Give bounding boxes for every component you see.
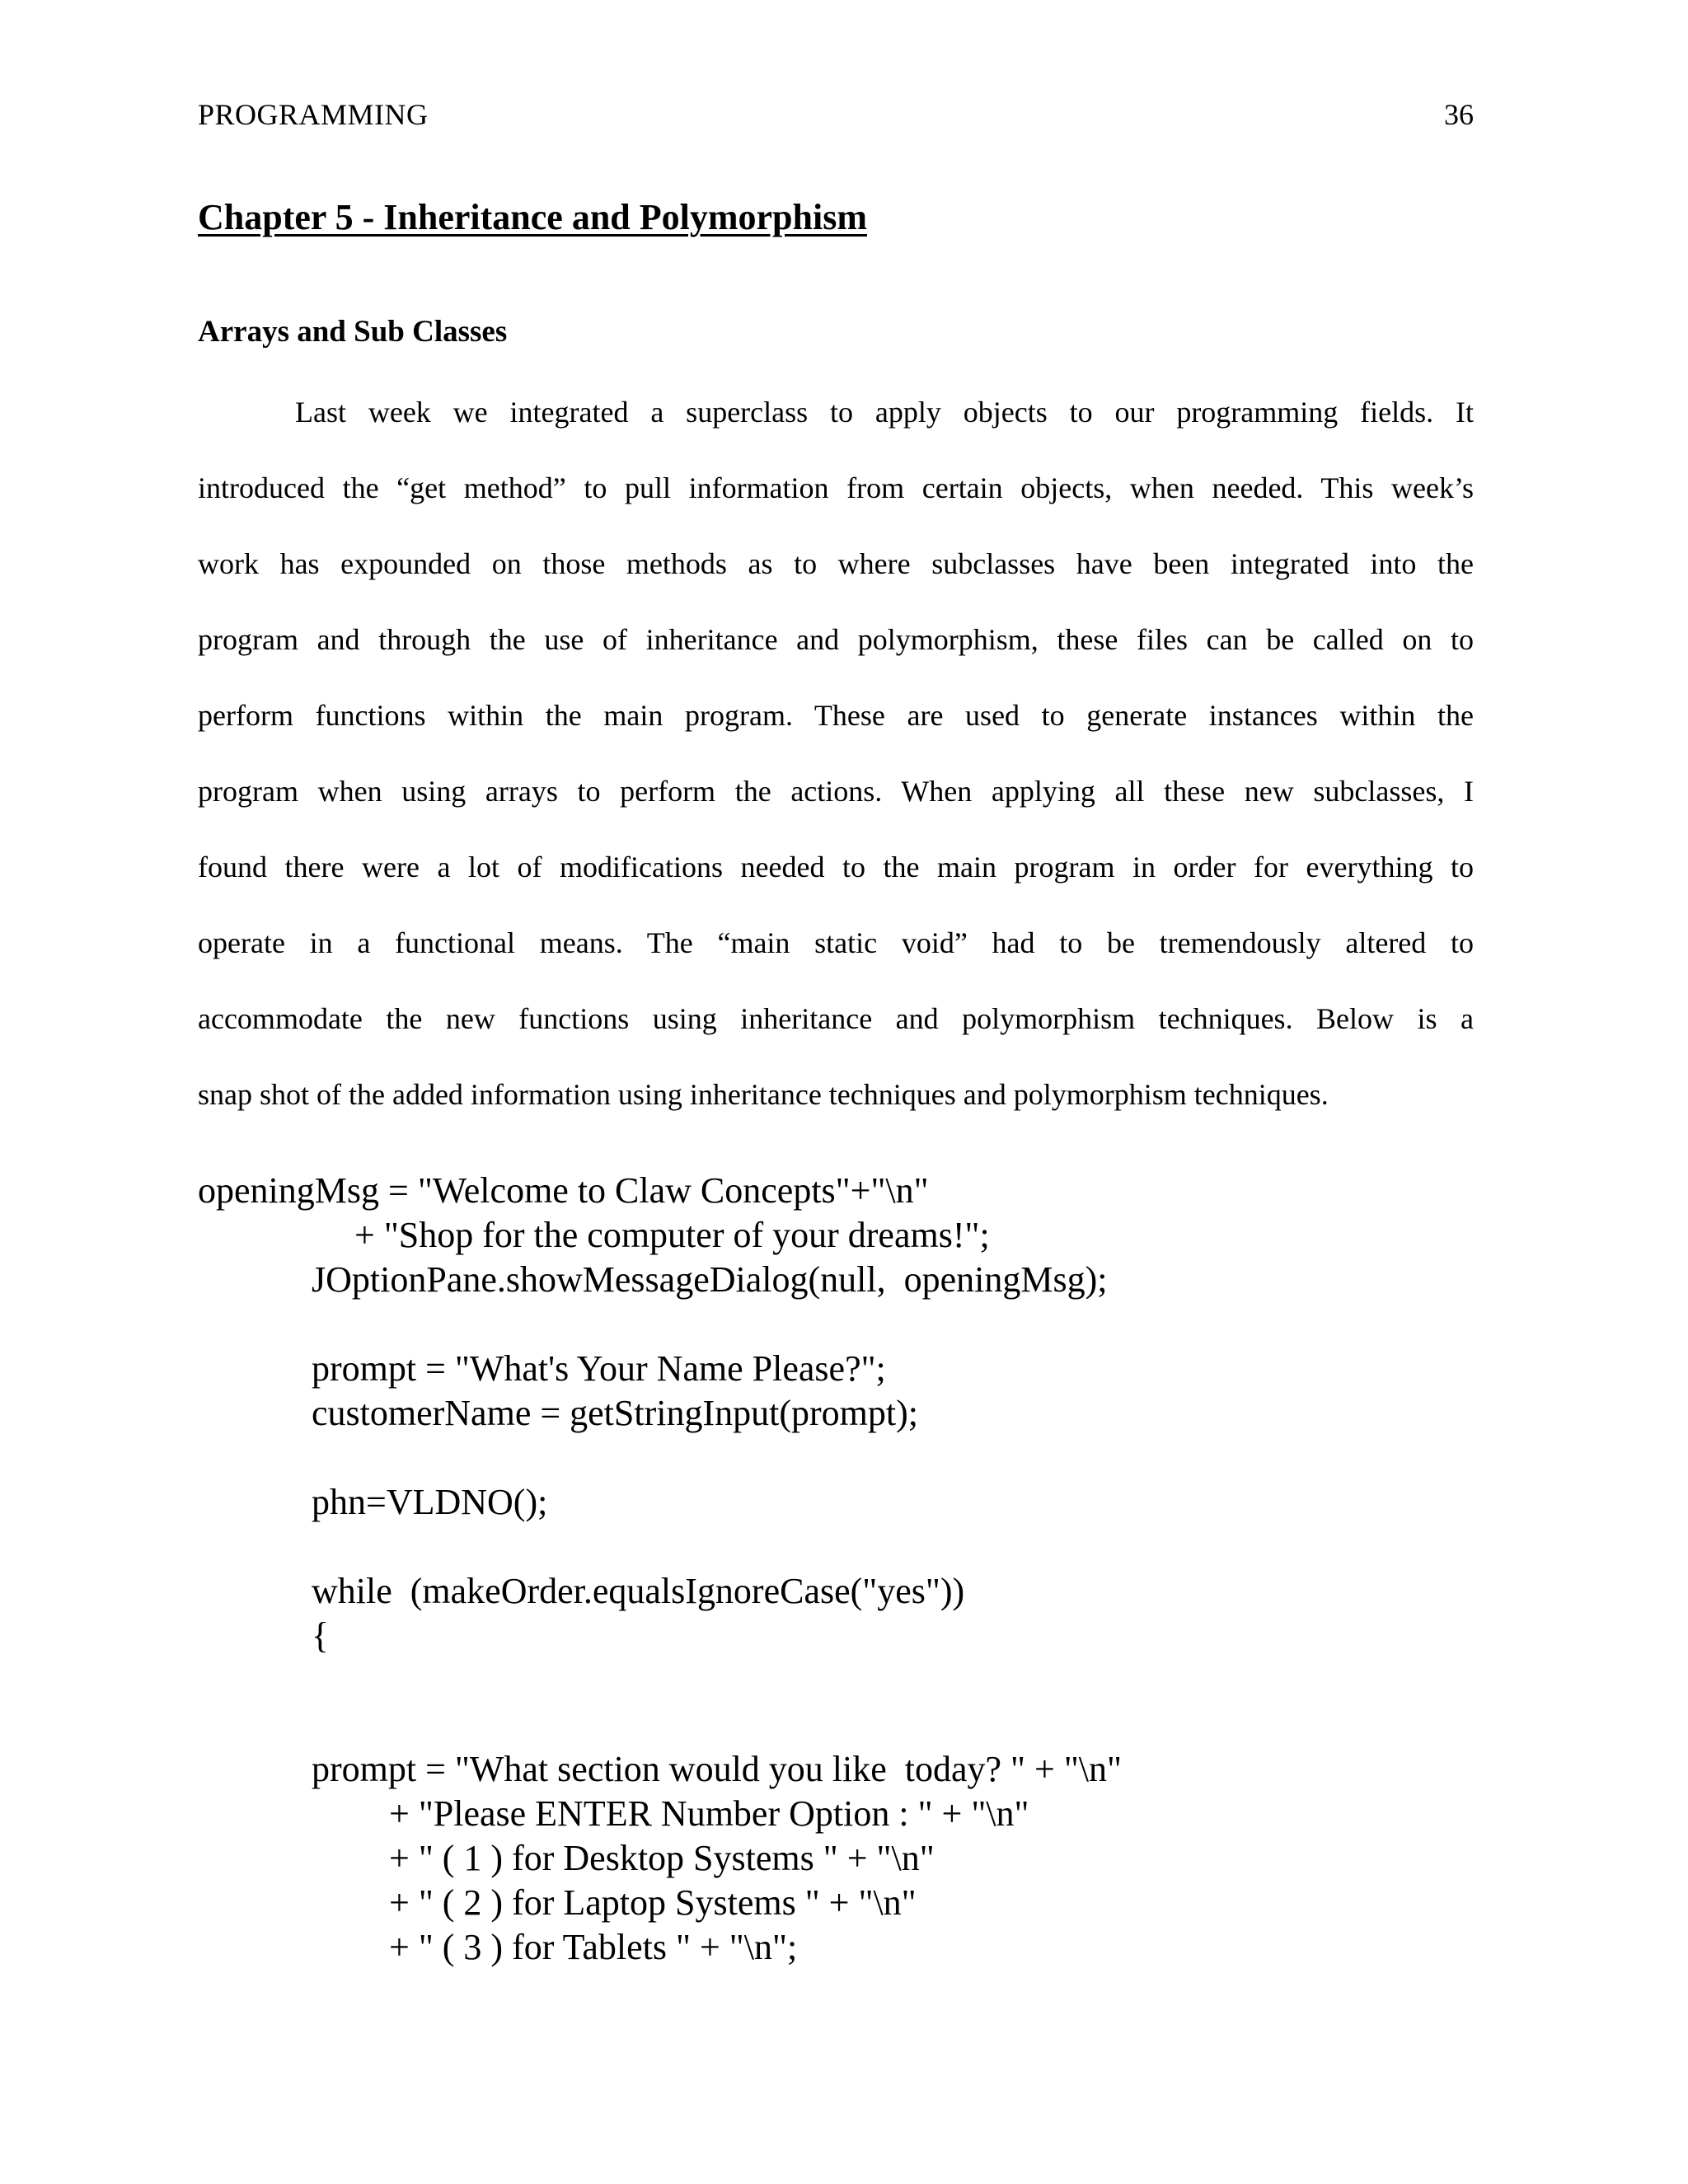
paragraph-line: snap shot of the added information using inheritance techniques and polymorphism techniques.	[198, 1078, 1329, 1111]
paragraph-line: introduced the “get method” to pull information from certain objects, when needed. This week’s	[198, 471, 1474, 504]
code-line: + " ( 3 ) for Tablets " + "\n";	[389, 1927, 798, 1967]
code-line: while (makeOrder.equalsIgnoreCase("yes"))	[312, 1571, 965, 1611]
paragraph-line: accommodate the new functions using inheritance and polymorphism techniques. Below is a	[198, 1002, 1474, 1035]
paragraph-line: program when using arrays to perform the actions. When applying all these new subclasses, I	[198, 775, 1474, 808]
paragraph-line: perform functions within the main program. These are used to generate instances within the	[198, 699, 1474, 732]
code-line: {	[312, 1615, 330, 1656]
code-line: phn=VLDNO();	[312, 1482, 548, 1522]
code-blank-line	[198, 1703, 1484, 1747]
code-line: JOptionPane.showMessageDialog(null, openingMsg);	[312, 1259, 1108, 1300]
running-head: PROGRAMMING	[198, 98, 429, 131]
code-blank-line	[198, 1302, 1484, 1347]
paragraph-line: Last week we integrated a superclass to apply objects to our programming fields. It	[295, 396, 1474, 429]
section-heading: Arrays and Sub Classes	[198, 315, 508, 349]
code-line: openingMsg = "Welcome to Claw Concepts"+"\n"	[198, 1170, 929, 1211]
code-line: + "Shop for the computer of your dreams!";	[354, 1215, 990, 1255]
page-number: 36	[1444, 98, 1474, 131]
code-line: + " ( 2 ) for Laptop Systems " + "\n"	[389, 1882, 917, 1923]
paragraph-line: program and through the use of inheritance and polymorphism, these files can be called on to	[198, 623, 1474, 656]
code-line: customerName = getStringInput(prompt);	[312, 1393, 918, 1433]
paragraph-line: found there were a lot of modifications needed to the main program in order for everything to	[198, 851, 1474, 883]
code-blank-line	[198, 1525, 1484, 1569]
chapter-title: Chapter 5 - Inheritance and Polymorphism	[198, 197, 867, 237]
paragraph-line: operate in a functional means. The “main static void” had to be tremendously altered to	[198, 926, 1474, 959]
paragraph-line: work has expounded on those methods as to where subclasses have been integrated into the	[198, 547, 1474, 580]
code-line: + "Please ENTER Number Option : " + "\n"	[389, 1793, 1029, 1834]
body-paragraph	[198, 387, 1474, 1146]
code-blank-line	[198, 1658, 1484, 1703]
code-line: prompt = "What's Your Name Please?";	[312, 1348, 886, 1389]
code-snippet	[198, 1169, 1484, 1970]
code-blank-line	[198, 1436, 1484, 1480]
code-line: prompt = "What section would you like today? " + "\n"	[312, 1749, 1122, 1789]
code-line: + " ( 1 ) for Desktop Systems " + "\n"	[389, 1838, 935, 1878]
